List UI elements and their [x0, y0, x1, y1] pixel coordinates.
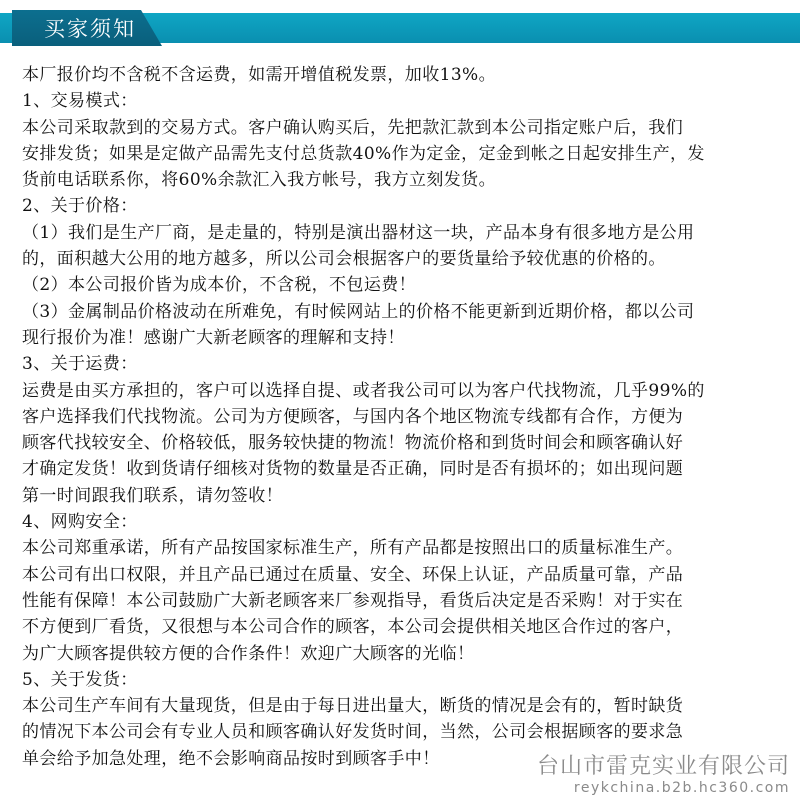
text-line: 客户选择我们代找物流。公司为方便顾客，与国内各个地区物流专线都有合作，方便为 — [22, 406, 684, 427]
watermark-company: 台山市雷克实业有限公司 — [536, 754, 790, 779]
text-line: 货前电话联系你，将60%余款汇入我方帐号，我方立刻发货。 — [22, 170, 496, 191]
text-line: 为广大顾客提供较方便的合作条件！欢迎广大顾客的光临！ — [22, 643, 475, 664]
text-line: 运费是由买方承担的，客户可以选择自提、或者我公司可以为客户代找物流，几乎99%的 — [22, 380, 705, 401]
text-line: 顾客代找较安全、价格较低，服务较快捷的物流！物流价格和到货时间会和顾客确认好 — [22, 433, 684, 454]
watermark-url: reykchina.b2b.hc360.com — [573, 780, 790, 796]
text-line: 本公司生产车间有大量现货，但是由于每日进出量大，断货的情况是会有的，暂时缺货 — [22, 696, 684, 717]
text-line: 第一时间跟我们联系，请勿签收！ — [22, 485, 283, 506]
page-title: 买家须知 — [44, 17, 136, 41]
text-line: 安排发货；如果是定做产品需先支付总货款40%作为定金，定金到帐之日起安排生产，发 — [22, 143, 705, 164]
section-heading: 3、关于运费： — [22, 354, 138, 375]
watermark — [537, 754, 790, 796]
text-line: （3）金属制品价格波动在所难免，有时候网站上的价格不能更新到近期价格，都以公司 — [22, 301, 695, 322]
text-line: （1）我们是生产厂商，是走量的，特别是演出器材这一块，产品本身有很多地方是公用 — [22, 222, 695, 243]
text-line: 本厂报价均不含税不含运费，如需开增值税发票，加收13%。 — [22, 65, 496, 85]
text-line: 现行报价为准！感谢广大新老顾客的理解和支持！ — [22, 327, 405, 348]
section-heading: 4、网购安全： — [22, 512, 138, 533]
section-heading: 1、交易模式： — [22, 91, 138, 112]
section-heading: 2、关于价格： — [22, 196, 138, 217]
section-heading: 5、关于发货： — [22, 669, 138, 690]
text-line: （2）本公司报价皆为成本价，不含税，不包运费！ — [22, 275, 417, 296]
text-line: 的情况下本公司会有专业人员和顾客确认好发货时间，当然，公司会根据顾客的要求急 — [22, 722, 684, 743]
text-line: 本公司郑重承诺，所有产品按国家标准生产，所有产品都是按照出口的质量标准生产。 — [22, 538, 684, 559]
notice-content — [22, 62, 782, 772]
text-line: 性能有保障！本公司鼓励广大新老顾客来厂参观指导，看货后决定是否采购！对于实在 — [22, 590, 684, 611]
text-line: 不方便到厂看货，又很想与本公司合作的顾客，本公司会提供相关地区合作过的客户， — [22, 617, 684, 638]
text-line: 的，面积越大公用的地方越多，所以公司会根据客户的要货量给予较优惠的价格的。 — [22, 249, 666, 270]
header-banner — [0, 0, 800, 50]
text-line: 单会给予加急处理，绝不会影响商品按时到顾客手中！ — [22, 748, 440, 769]
text-line: 本公司采取款到的交易方式。客户确认购买后，先把款汇款到本公司指定账户后，我们 — [22, 117, 684, 138]
text-line: 本公司有出口权限，并且产品已通过在质量、安全、环保上认证，产品质量可靠，产品 — [22, 564, 684, 585]
text-line: 才确定发货！收到货请仔细核对货物的数量是否正确，同时是否有损坏的；如出现问题 — [22, 459, 684, 480]
